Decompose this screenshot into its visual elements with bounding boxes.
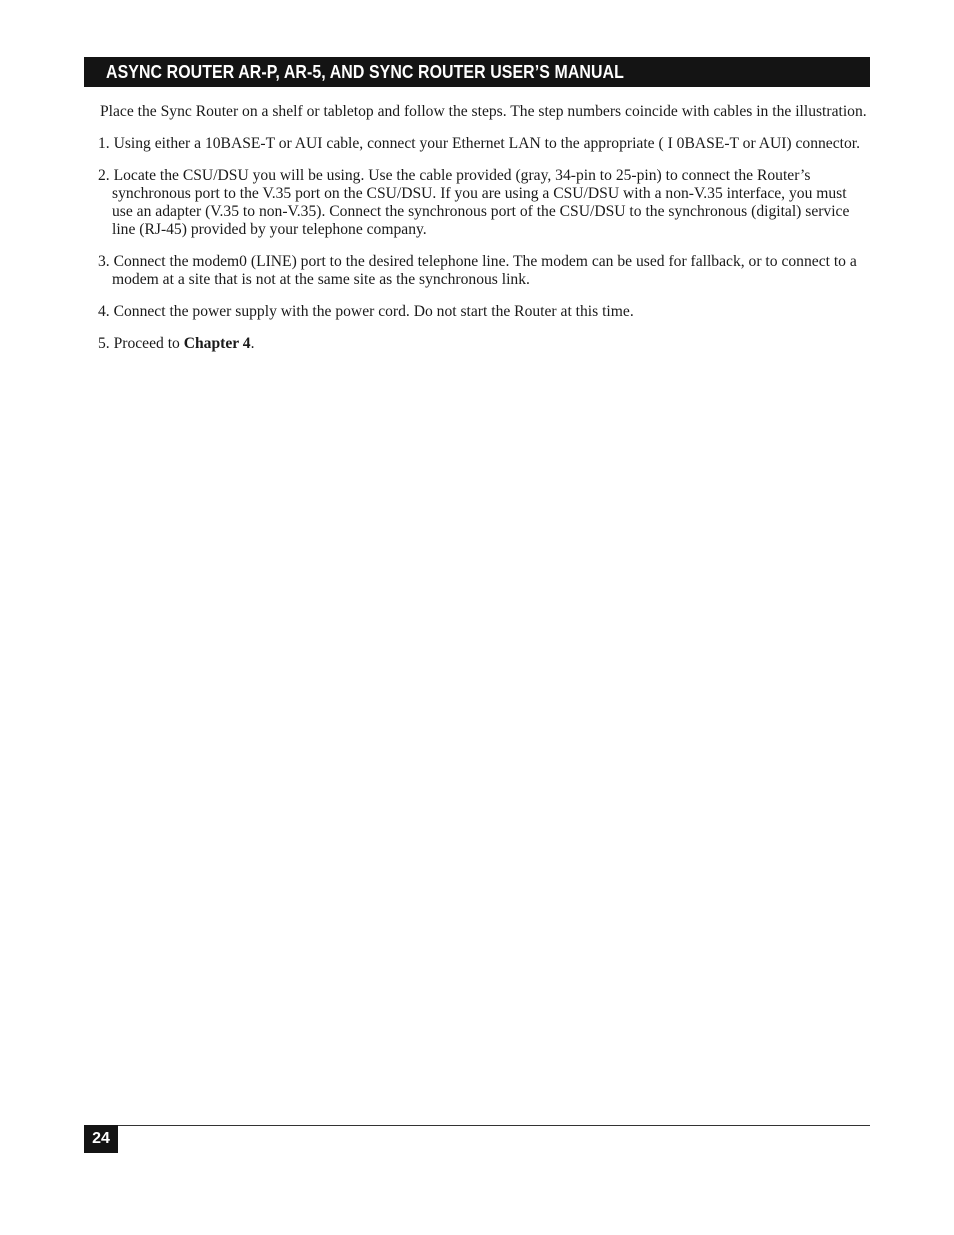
step-item-5 [85,335,870,353]
running-header-bar [84,57,870,87]
step-item-4: 4. Connect the power supply with the power cord. Do not start the Router at this time. [98,303,634,320]
step-5-prefix: 5. Proceed to [98,335,184,352]
chapter-4-reference: Chapter 4 [183,335,251,352]
step-item-1: 1. Using either a 10BASE-T or AUI cable, connect your Ethernet LAN to the appropriate ( I 0BASE-T or AUI) connector. [98,135,861,152]
page-number: 24 [92,1130,110,1147]
step-item-2: 2. Locate the CSU/DSU you will be using. Use the cable provided (gray, 34-pin to 25-pin) to connect the Router’s synchronous port to the V.35 port on the CSU/DSU. If you are using a CSU/DSU with a non-V.35 interface, you must use an adapter (V.35 to non-V.35). Connect the synchronous port of the CSU/DSU to the synchronous (digital) service line (RJ-45) provided by your telephone company. [98,167,850,238]
step-5-suffix: . [250,335,255,352]
setup-steps-list [85,135,870,353]
running-header-title: ASYNC ROUTER AR-P, AR-5, AND SYNC ROUTER USER’S MANUAL [106,61,624,82]
page-number-box [84,1125,118,1153]
intro-paragraph: Place the Sync Router on a shelf or tabletop and follow the steps. The step numbers coincide with cables in the illustration. [100,103,867,120]
page-body [85,103,870,367]
step-item-3: 3. Connect the modem0 (LINE) port to the desired telephone line. The modem can be used for fallback, or to connect to a modem at a site that is not at the same site as the synchronous link. [98,253,857,288]
footer-rule [84,1125,870,1126]
